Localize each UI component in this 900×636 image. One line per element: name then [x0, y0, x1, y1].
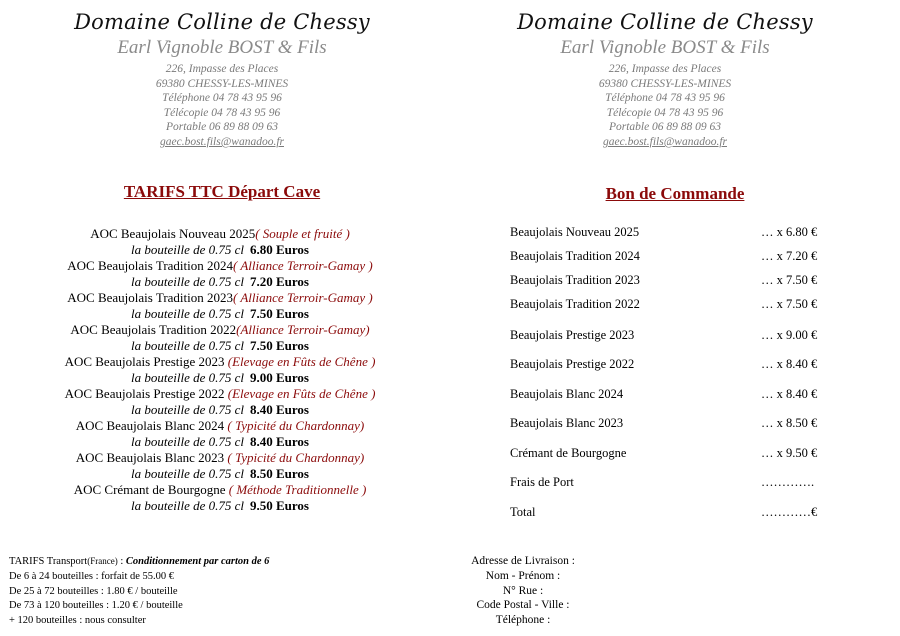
- wine-price: 8.40 Euros: [250, 402, 309, 417]
- address-city: 69380 CHESSY-LES-MINES: [155, 77, 289, 90]
- price-item: [0, 482, 440, 514]
- phone: Téléphone 04 78 43 95 96: [162, 92, 282, 105]
- order-item-price: … x 7.50 €: [761, 273, 818, 287]
- order-row[interactable]: [510, 416, 820, 432]
- delivery-name-field[interactable]: Nom - Prénom :: [485, 569, 561, 582]
- bottle-label: la bouteille de 0.75 cl: [130, 242, 244, 257]
- wine-description: ( Méthode Traditionnelle ): [228, 482, 367, 497]
- address-block: [0, 62, 450, 150]
- letterhead-right: [430, 10, 900, 150]
- wine-name: AOC Beaujolais Prestige 2022: [64, 386, 228, 401]
- wine-price: 6.80 Euros: [250, 242, 309, 257]
- order-item-name: Crémant de Bourgogne: [510, 446, 627, 460]
- order-item-name: Beaujolais Tradition 2023: [510, 273, 640, 287]
- order-item-price: … x 8.40 €: [761, 387, 818, 401]
- address-city: 69380 CHESSY-LES-MINES: [598, 77, 732, 90]
- company-name: Earl Vignoble BOST & Fils: [117, 37, 327, 58]
- wine-price: 9.50 Euros: [250, 498, 309, 513]
- shipping-row[interactable]: [510, 475, 820, 491]
- fax: Télécopie 04 78 43 95 96: [606, 106, 724, 119]
- wine-description: ( Souple et fruité ): [255, 226, 350, 241]
- address-street: 226, Impasse des Places: [608, 63, 722, 75]
- price-item: [0, 450, 440, 482]
- total-row[interactable]: [510, 505, 820, 521]
- wine-description: (Elevage en Fûts de Chêne ): [227, 354, 376, 369]
- wine-description: ( Typicité du Chardonnay): [227, 450, 365, 465]
- letterhead-left: [0, 10, 450, 150]
- bottle-label: la bouteille de 0.75 cl: [130, 402, 244, 417]
- price-item: [0, 290, 440, 322]
- transport-line: De 6 à 24 bouteilles : forfait de 55.00 €: [9, 570, 175, 582]
- order-row[interactable]: [510, 446, 820, 462]
- order-item-name: Beaujolais Tradition 2022: [510, 297, 640, 311]
- email-link[interactable]: gaec.bost.fils@wanadoo.fr: [160, 135, 284, 148]
- transport-separator: :: [117, 556, 126, 567]
- price-item: [0, 418, 440, 450]
- delivery-postcode-field[interactable]: Code Postal - Ville :: [476, 599, 570, 612]
- order-item-price: … x 7.20 €: [761, 249, 818, 263]
- address-block: [430, 62, 900, 150]
- bottle-label: la bouteille de 0.75 cl: [130, 338, 244, 353]
- order-item-name: Beaujolais Nouveau 2025: [510, 225, 640, 239]
- transport-line: De 73 à 120 bouteilles : 1.20 € / bouteille: [9, 600, 183, 612]
- transport-country: (France): [87, 556, 118, 566]
- wine-name: AOC Beaujolais Tradition 2024: [67, 258, 234, 273]
- wine-name: AOC Beaujolais Tradition 2023: [67, 290, 234, 305]
- order-item-price: … x 8.40 €: [761, 357, 818, 371]
- price-item: [0, 386, 440, 418]
- order-item-price: … x 9.00 €: [761, 328, 818, 342]
- wine-description: ( Alliance Terroir-Gamay ): [233, 290, 373, 305]
- wine-price: 7.50 Euros: [250, 306, 309, 321]
- transport-title: TARIFS Transport: [9, 556, 88, 567]
- transport-rates: [9, 554, 269, 629]
- wine-description: ( Typicité du Chardonnay): [227, 418, 365, 433]
- bottle-label: la bouteille de 0.75 cl: [130, 434, 244, 449]
- order-row[interactable]: [510, 273, 820, 289]
- wine-description: (Elevage en Fûts de Chêne ): [227, 386, 376, 401]
- wine-price: 7.50 Euros: [250, 338, 309, 353]
- wine-price: 9.00 Euros: [250, 370, 309, 385]
- order-item-name: Total: [510, 505, 536, 519]
- bottle-label: la bouteille de 0.75 cl: [130, 274, 244, 289]
- price-item: [0, 354, 440, 386]
- right-column: [450, 0, 900, 519]
- order-item-name: Beaujolais Prestige 2022: [510, 357, 635, 371]
- delivery-address[interactable]: [464, 554, 582, 628]
- order-row[interactable]: [510, 249, 820, 265]
- price-list: [0, 226, 440, 514]
- order-item-name: Beaujolais Blanc 2024: [510, 387, 624, 401]
- tarifs-title: TARIFS TTC Départ Cave: [123, 182, 321, 201]
- bottle-label: la bouteille de 0.75 cl: [130, 498, 244, 513]
- order-item-price: ………….: [761, 475, 815, 489]
- order-row[interactable]: [510, 357, 820, 373]
- left-column: [0, 0, 450, 150]
- order-row[interactable]: [510, 297, 820, 313]
- bottle-label: la bouteille de 0.75 cl: [130, 466, 244, 481]
- bottle-label: la bouteille de 0.75 cl: [130, 306, 244, 321]
- company-name: Earl Vignoble BOST & Fils: [560, 37, 770, 58]
- order-item-name: Frais de Port: [510, 475, 574, 489]
- mobile: Portable 06 89 88 09 63: [165, 121, 279, 134]
- transport-line: De 25 à 72 bouteilles : 1.80 € / bouteille: [9, 585, 178, 597]
- price-item: [0, 322, 440, 354]
- order-item-name: Beaujolais Prestige 2023: [510, 328, 635, 342]
- delivery-label: Adresse de Livraison :: [471, 555, 575, 567]
- order-row[interactable]: [510, 387, 820, 403]
- delivery-phone-field[interactable]: Téléphone :: [495, 614, 551, 627]
- email-link[interactable]: gaec.bost.fils@wanadoo.fr: [603, 135, 727, 148]
- bottle-label: la bouteille de 0.75 cl: [130, 370, 244, 385]
- transport-conditioning: Conditionnement par carton de 6: [125, 556, 270, 567]
- wine-price: 8.50 Euros: [250, 466, 309, 481]
- wine-price: 8.40 Euros: [250, 434, 309, 449]
- wine-name: AOC Beaujolais Blanc 2024: [75, 418, 228, 433]
- order-row[interactable]: [510, 328, 820, 344]
- wine-description: ( Alliance Terroir-Gamay ): [233, 258, 373, 273]
- order-item-price: … x 7.50 €: [761, 297, 818, 311]
- mobile: Portable 06 89 88 09 63: [608, 121, 722, 134]
- wine-name: AOC Crémant de Bourgogne: [73, 482, 229, 497]
- order-item-price: …………€: [761, 505, 818, 519]
- phone: Téléphone 04 78 43 95 96: [605, 92, 725, 105]
- order-item-price: … x 9.50 €: [761, 446, 818, 460]
- delivery-street-field[interactable]: N° Rue :: [502, 584, 544, 597]
- wine-name: AOC Beaujolais Blanc 2023: [75, 450, 228, 465]
- order-row[interactable]: [510, 225, 820, 241]
- wine-name: AOC Beaujolais Prestige 2023: [64, 354, 228, 369]
- price-item: [0, 258, 440, 290]
- order-item-name: Beaujolais Tradition 2024: [510, 249, 640, 263]
- order-item-name: Beaujolais Blanc 2023: [510, 416, 624, 430]
- domain-name: Domaine Colline de Chessy: [517, 10, 813, 34]
- wine-description: (Alliance Terroir-Gamay): [236, 322, 370, 337]
- address-street: 226, Impasse des Places: [165, 63, 279, 75]
- fax: Télécopie 04 78 43 95 96: [163, 106, 281, 119]
- wine-price: 7.20 Euros: [250, 274, 309, 289]
- wine-name: AOC Beaujolais Tradition 2022: [70, 322, 237, 337]
- transport-line: + 120 bouteilles : nous consulter: [9, 615, 146, 627]
- order-form-title: Bon de Commande: [605, 184, 745, 203]
- price-item: [0, 226, 440, 258]
- order-item-price: … x 6.80 €: [761, 225, 818, 239]
- domain-name: Domaine Colline de Chessy: [74, 10, 370, 34]
- wine-name: AOC Beaujolais Nouveau 2025: [90, 226, 256, 241]
- order-item-price: … x 8.50 €: [761, 416, 818, 430]
- transport-heading: [9, 554, 269, 570]
